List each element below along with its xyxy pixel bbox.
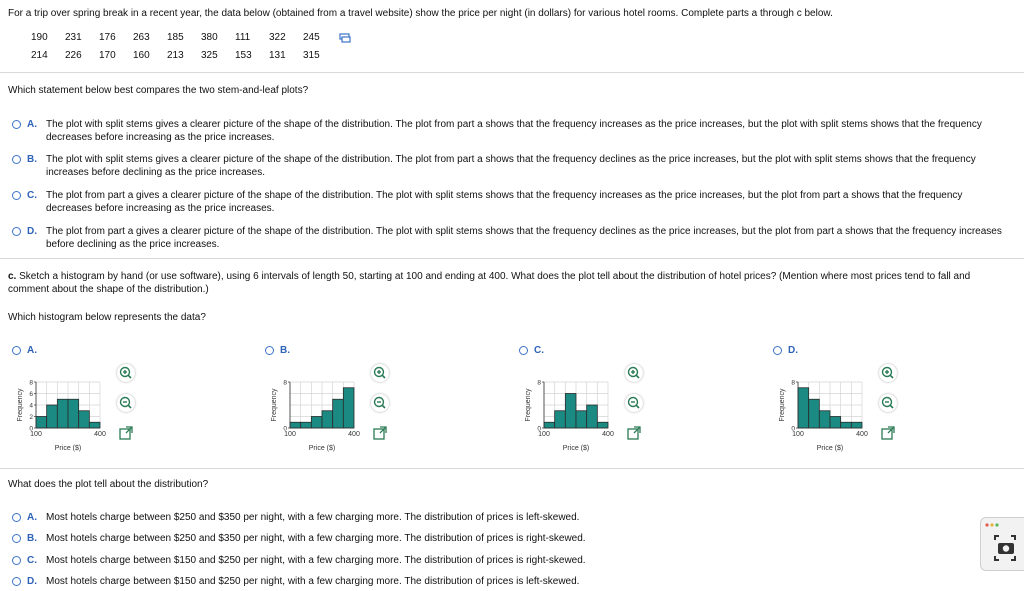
histogram-bar [322,411,333,428]
radio-button[interactable] [12,556,21,565]
x-tick-label: 400 [602,431,614,438]
data-cell: 263 [133,32,150,43]
divider [0,468,1024,469]
data-row [31,31,337,44]
histogram-bar [47,405,58,428]
option-letter: A. [27,345,37,356]
expand-icon[interactable] [626,425,642,441]
radio-button[interactable] [12,513,21,522]
x-tick-label: 100 [792,431,804,438]
radio-button[interactable] [12,227,21,236]
x-tick-label: 400 [94,431,106,438]
option-text: The plot with split stems gives a clearer picture of the shape of the distribution. The plot from part a shows that the frequency increases as the price increases, but the plot with split stems shows that the frequency decreases before increasing as the price increases. [46,119,982,143]
option-letter: D. [27,576,37,587]
histogram-bar [809,399,820,428]
option-text: Most hotels charge between $250 and $350 per night, with a few charging more. The distribution of prices is left-skewed. [46,512,580,523]
histogram-bar [555,411,566,428]
radio-button[interactable] [12,577,21,586]
data-cell: 213 [167,50,184,61]
radio-button[interactable] [12,155,21,164]
y-tick-label: 8 [791,379,795,387]
zoom-in-icon[interactable] [879,364,897,382]
histogram-bar [798,388,809,428]
y-axis-label: Frequency [17,388,24,422]
data-cell: 214 [31,50,48,61]
y-tick-label: 8 [283,379,287,387]
zoom-out-icon[interactable] [371,394,389,412]
option-text: Most hotels charge between $250 and $350 per night, with a few charging more. The distribution of prices is right-skewed. [46,533,586,544]
histogram-bar [841,422,852,428]
histogram-bar [290,422,301,428]
x-tick-label: 100 [30,431,42,438]
histogram-bar [311,417,322,429]
radio-button[interactable] [519,346,528,355]
option-text: Most hotels charge between $150 and $250 per night, with a few charging more. The distribution of prices is right-skewed. [46,555,586,566]
y-tick-label: 0 [29,425,33,433]
y-tick-label: 4 [29,402,33,410]
histogram-bar [830,417,841,429]
radio-button[interactable] [12,191,21,200]
option-text: The plot from part a gives a clearer picture of the shape of the distribution. The plot with split stems shows that the frequency increases as the price increases, but the plot from part a shows that the frequency decreases before increasing as the price increases. [46,190,963,214]
option-letter: C. [27,190,37,201]
data-row [31,44,337,62]
histogram-bar [333,399,344,428]
histogram-bar [819,411,830,428]
copy-data-icon[interactable] [339,33,351,43]
zoom-out-icon[interactable] [117,394,135,412]
histogram-question: Which histogram below represents the data? [8,312,206,323]
data-cell: 226 [65,50,82,61]
y-axis-label: Frequency [525,388,532,422]
data-cell: 176 [99,32,116,43]
radio-button[interactable] [265,346,274,355]
histogram-bar [343,388,354,428]
screenshot-widget[interactable] [980,517,1024,571]
zoom-in-icon[interactable] [117,364,135,382]
zoom-in-icon[interactable] [625,364,643,382]
part-c-label: c. [8,271,17,282]
option-letter: C. [534,345,544,356]
histogram-bar [851,422,862,428]
histogram-bar [36,417,47,429]
option-text: The plot with split stems gives a clearer picture of the shape of the distribution. The plot from part a shows that the frequency declines as the price increases, but the plot with split stems shows that the frequency increases before declining as the price increases. [46,154,976,178]
option-text: Most hotels charge between $150 and $250 per night, with a few charging more. The distribution of prices is left-skewed. [46,576,580,587]
data-cell: 170 [99,50,116,61]
data-cell: 111 [235,32,251,43]
y-tick-label: 6 [29,391,33,398]
histogram-bar [57,399,68,428]
y-axis-label: Frequency [271,388,278,422]
y-tick-label: 0 [283,425,287,433]
x-axis-label: Price ($) [308,445,336,452]
radio-button[interactable] [12,120,21,129]
distribution-question: What does the plot tell about the distribution? [8,479,209,490]
x-tick-label: 100 [284,431,296,438]
data-cell: 231 [65,32,82,43]
part-c-text: Sketch a histogram by hand (or use software), using 6 intervals of length 50, starting at 100 and ending at 400. What does the plot tell about the distribution of hotel prices? (Mention where most prices tend to fall and comment about the shape of the distribution.) [8,271,971,295]
x-tick-label: 400 [348,431,360,438]
intro-text: For a trip over spring break in a recent year, the data below (obtained from a travel website) show the price per night (in dollars) for various hotel rooms. Complete parts a through c below. [8,8,833,19]
divider [0,72,1024,73]
x-tick-label: 400 [856,431,868,438]
radio-button[interactable] [12,346,21,355]
zoom-in-icon[interactable] [371,364,389,382]
option-letter: C. [27,555,37,566]
data-cell: 153 [235,50,252,61]
data-cell: 160 [133,50,150,61]
x-axis-label: Price ($) [54,445,82,452]
data-cell: 185 [167,32,184,43]
option-letter: B. [27,533,37,544]
zoom-out-icon[interactable] [625,394,643,412]
histogram-bar [597,422,608,428]
part-c-prompt [8,270,1008,296]
y-tick-label: 0 [537,425,541,433]
radio-button[interactable] [773,346,782,355]
option-text: The plot from part a gives a clearer picture of the shape of the distribution. The plot with split stems shows that the frequency declines as the price increases, but the plot from part a shows that the frequency increases before declining as the price increases. [46,226,1002,250]
histogram-bar [68,399,79,428]
data-cell: 325 [201,50,218,61]
option-letter: A. [27,512,37,523]
histogram-c [522,372,622,458]
data-cell: 380 [201,32,218,43]
zoom-out-icon[interactable] [879,394,897,412]
y-tick-label: 8 [537,379,541,387]
histogram-bar [576,411,587,428]
divider [0,258,1024,259]
option-letter: B. [280,345,290,356]
histogram-bar [79,411,90,428]
data-cell: 322 [269,32,286,43]
x-axis-label: Price ($) [562,445,590,452]
data-cell: 315 [303,50,320,61]
radio-button[interactable] [12,534,21,543]
expand-icon[interactable] [372,425,388,441]
camera-icon [981,518,1024,570]
data-cell: 190 [31,32,48,43]
histogram-a [14,372,114,458]
stem-question: Which statement below best compares the two stem-and-leaf plots? [8,85,309,96]
histogram-d [776,372,876,458]
option-letter: B. [27,154,37,165]
x-tick-label: 100 [538,431,550,438]
histogram-bar [544,422,555,428]
y-axis-label: Frequency [779,388,786,422]
x-axis-label: Price ($) [816,445,844,452]
option-letter: D. [788,345,798,356]
option-letter: D. [27,226,37,237]
histogram-bar [89,422,100,428]
data-cell: 131 [269,50,286,61]
histogram-bar [301,422,312,428]
histogram-b [268,372,368,458]
histogram-bar [587,405,598,428]
y-tick-label: 0 [791,425,795,433]
data-cell: 245 [303,32,320,43]
expand-icon[interactable] [880,425,896,441]
option-letter: A. [27,119,37,130]
data-table [31,31,337,62]
y-tick-label: 2 [29,414,33,421]
histogram-bar [565,394,576,429]
expand-icon[interactable] [118,425,134,441]
y-tick-label: 8 [29,379,33,387]
